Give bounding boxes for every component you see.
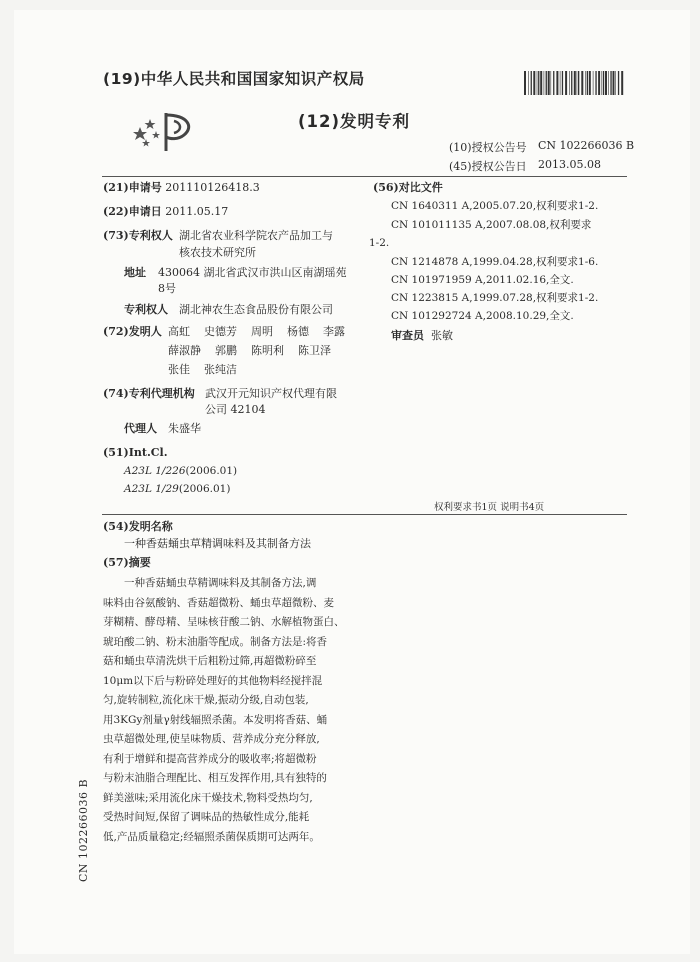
cnipa-logo xyxy=(130,109,202,153)
abstract-line: 鲜美滋味;采用流化床干燥技术,物料受热均匀, xyxy=(103,791,313,804)
side-publication-code: CN 102266036 B xyxy=(77,778,90,882)
patentee-label: (73)专利权人 xyxy=(103,229,173,242)
examiner-label: 审查员 xyxy=(391,329,424,342)
reference-item: CN 1640311 A,2005.07.20,权利要求1-2. xyxy=(391,200,599,212)
abstract-line: 匀,旋转制粒,流化床干燥,振动分级,自动包装, xyxy=(103,694,309,706)
address-line-2: 8号 xyxy=(158,282,176,295)
document-type: (12)发明专利 xyxy=(298,112,411,131)
application-number-label: (21)申请号 xyxy=(103,181,162,194)
publication-number-label: (10)授权公告号 xyxy=(449,141,527,154)
barcode xyxy=(524,71,624,95)
address-label: 地址 xyxy=(124,266,146,279)
inventor: 陈明利 xyxy=(251,344,284,357)
agency-line-1: 武汉开元知识产权代理有限 xyxy=(205,387,337,400)
issuing-office: (19)中华人民共和国国家知识产权局 xyxy=(103,70,365,88)
patentee2: 湖北神农生态食品股份有限公司 xyxy=(179,303,333,316)
reference-item: 1-2. xyxy=(369,237,390,249)
inventors-line-2 xyxy=(168,344,331,358)
invention-title: 一种香菇蛹虫草精调味料及其制备方法 xyxy=(124,537,311,550)
inventor: 郭鹏 xyxy=(215,344,237,357)
abstract-line: 有利于增鲜和提高营养成分的吸收率;将超微粉 xyxy=(103,752,317,765)
abstract-text xyxy=(103,574,359,847)
patentee2-label: 专利权人 xyxy=(124,303,168,316)
abstract-line: 受热时间短,保留了调味品的热敏性成分,能耗 xyxy=(103,811,310,823)
abstract-line: 菇和蛹虫草清洗烘干后粗粉过筛,再超微粉碎至 xyxy=(103,655,317,667)
abstract-line: 10μm以下后与粉碎处理好的其他物料经搅拌混 xyxy=(103,674,323,687)
reference-item: CN 101971959 A,2011.02.16,全文. xyxy=(391,274,574,286)
inventor: 张佳 xyxy=(168,363,190,376)
abstract-line: 一种香菇蛹虫草精调味料及其制备方法,调 xyxy=(103,577,317,589)
ipc-version: (2006.01) xyxy=(185,465,238,477)
inventors-line-3 xyxy=(168,363,237,377)
inventor: 薛淑静 xyxy=(168,344,201,357)
header-divider xyxy=(102,176,627,177)
pages-note: 权利要求书1页 说明书4页 xyxy=(434,502,545,513)
inventor: 陈卫泽 xyxy=(298,344,331,357)
reference-item: CN 101292724 A,2008.10.29,全文. xyxy=(391,310,574,322)
application-date-label: (22)申请日 xyxy=(103,205,162,218)
patentee-line-2: 核农技术研究所 xyxy=(179,246,256,259)
abstract-line: 虫草超微处理,使呈味物质、营养成分充分释放, xyxy=(103,733,320,745)
abstract-line: 味料由谷氨酸钠、香菇超微粉、蛹虫草超微粉、麦 xyxy=(103,596,334,609)
abstract-line: 低,产品质量稳定;经辐照杀菌保质期可达两年。 xyxy=(103,830,320,843)
inventors-line-1 xyxy=(168,325,345,339)
examiner: 张敏 xyxy=(431,329,453,342)
inventor: 周明 xyxy=(251,325,273,338)
publication-number: CN 102266036 B xyxy=(538,139,635,152)
reference-item: CN 101011135 A,2007.08.08,权利要求 xyxy=(391,219,592,231)
agent: 朱盛华 xyxy=(168,422,201,435)
section-divider xyxy=(102,514,627,515)
agent-label: 代理人 xyxy=(124,422,157,435)
ipc-code: A23L 1/226 xyxy=(124,465,186,477)
abstract-line: 琥珀酸二钠、粉末油脂等配成。制备方法是:将香 xyxy=(103,635,328,648)
inventor: 高虹 xyxy=(168,325,190,338)
publication-date-label: (45)授权公告日 xyxy=(449,160,527,173)
ipc-code: A23L 1/29 xyxy=(124,483,179,495)
reference-item: CN 1214878 A,1999.04.28,权利要求1-6. xyxy=(391,256,599,268)
inventor: 李露 xyxy=(323,325,345,338)
int-cl-label: (51)Int.Cl. xyxy=(103,446,168,459)
abstract-line: 芽糊精、酵母精、呈味核苷酸二钠、水解植物蛋白、 xyxy=(103,616,345,628)
agency-label: (74)专利代理机构 xyxy=(103,387,195,400)
application-date: 2011.05.17 xyxy=(165,205,229,218)
patentee-line-1: 湖北省农业科学院农产品加工与 xyxy=(179,229,333,242)
application-number: 201110126418.3 xyxy=(165,181,260,194)
inventors-label: (72)发明人 xyxy=(103,325,162,338)
inventor: 张纯洁 xyxy=(204,363,237,376)
abstract-line: 用3KGy剂量γ射线辐照杀菌。本发明将香菇、蛹 xyxy=(103,713,328,726)
inventor: 史德芳 xyxy=(204,325,237,338)
agency-line-2: 公司 42104 xyxy=(205,403,266,416)
address-line-1: 430064 湖北省武汉市洪山区南湖瑶苑 xyxy=(158,266,347,279)
reference-item: CN 1223815 A,1999.07.28,权利要求1-2. xyxy=(391,292,599,304)
publication-date: 2013.05.08 xyxy=(538,158,601,171)
references-label: (56)对比文件 xyxy=(373,181,443,194)
ipc-version: (2006.01) xyxy=(178,483,231,495)
invention-title-label: (54)发明名称 xyxy=(103,520,173,533)
abstract-line: 与粉末油脂合理配比、相互发挥作用,具有独特的 xyxy=(103,772,327,784)
abstract-label: (57)摘要 xyxy=(103,556,151,569)
inventor: 杨德 xyxy=(287,325,309,338)
